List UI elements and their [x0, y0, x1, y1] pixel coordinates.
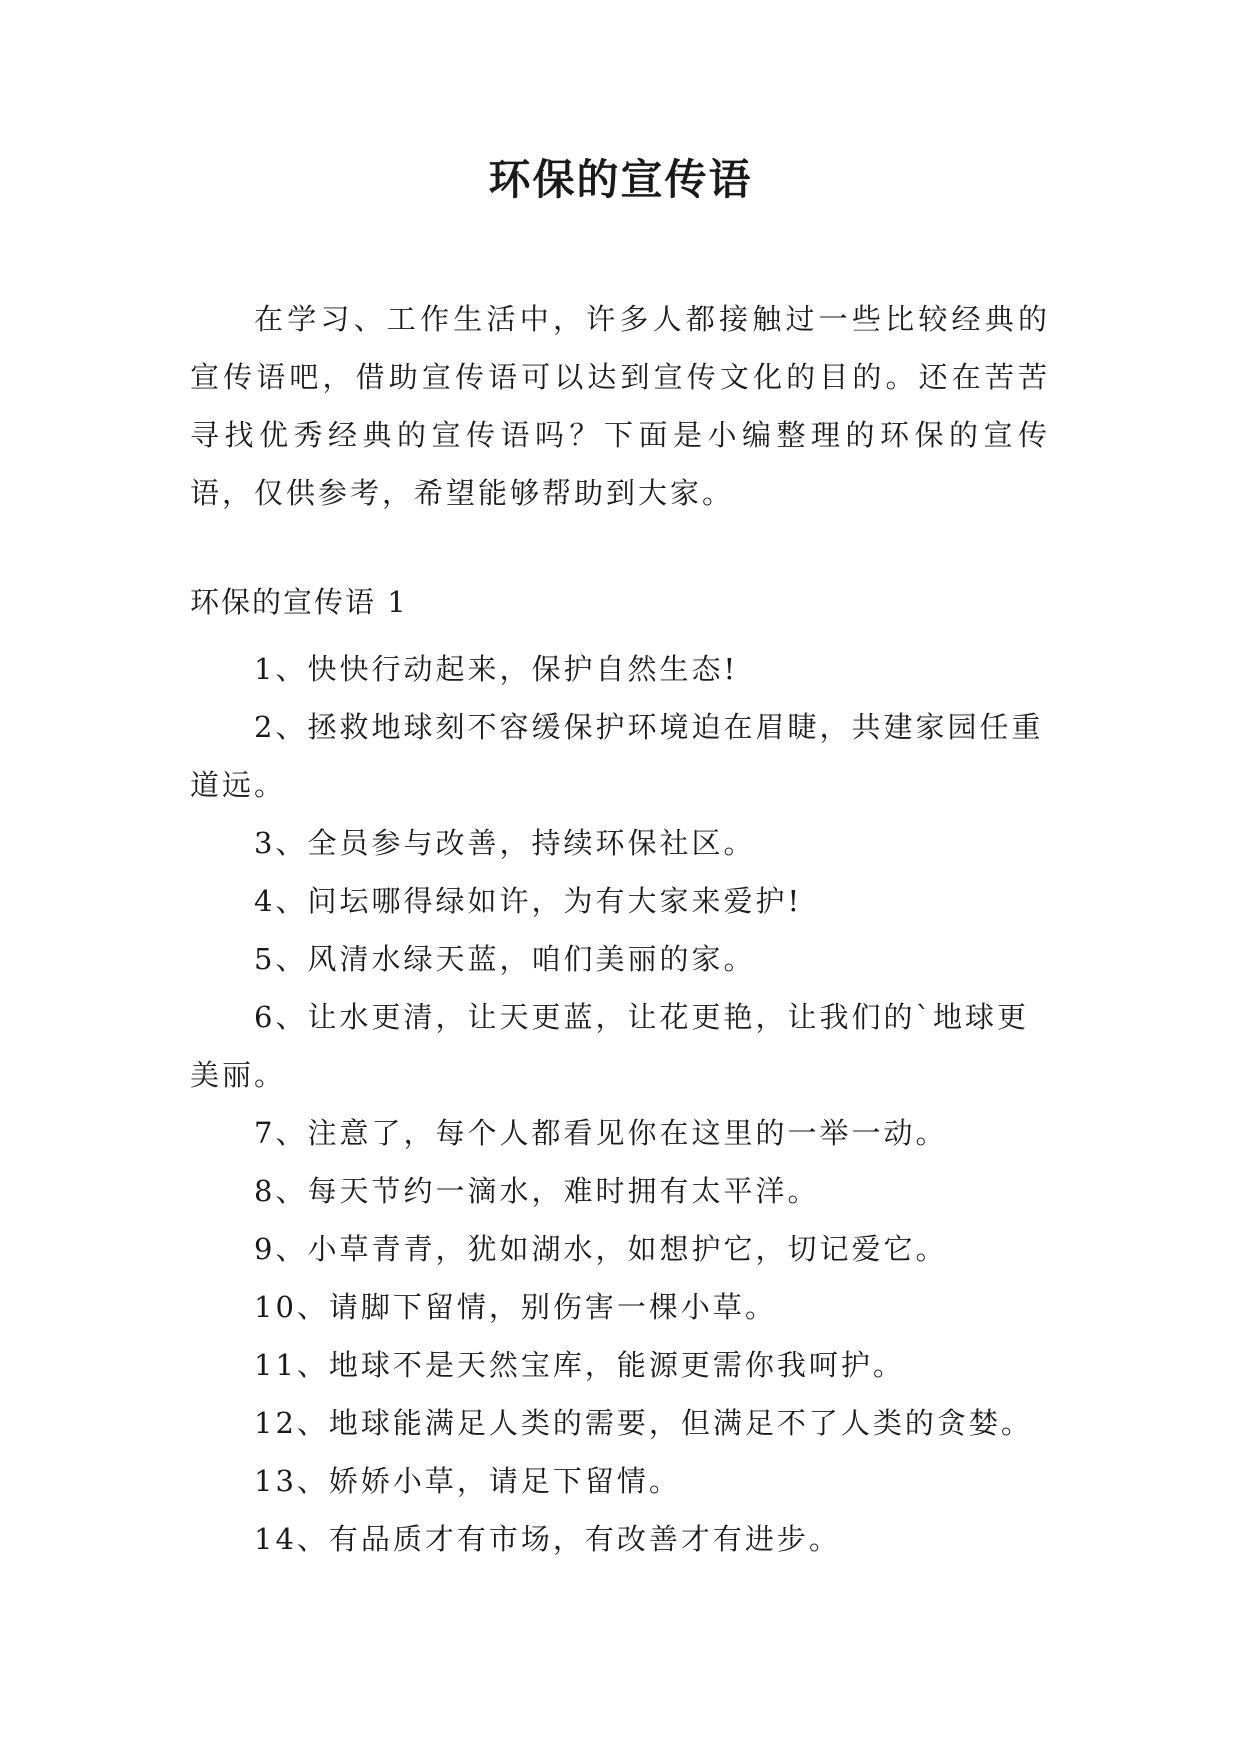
- list-item: 14、有品质才有市场，有改善才有进步。: [254, 1522, 841, 1556]
- section-heading: 环保的宣传语 1: [190, 585, 408, 619]
- slogan-list: [190, 640, 1060, 1568]
- list-item: 9、小草青青，犹如湖水，如想护它，切记爱它。: [254, 1232, 948, 1266]
- list-item: 5、风清水绿天蓝，咱们美丽的家。: [254, 942, 756, 976]
- list-item: 13、娇娇小草，请足下留情。: [254, 1464, 681, 1498]
- list-item: 12、地球能满足人类的需要，但满足不了人类的贪婪。: [254, 1406, 1033, 1440]
- list-item: 2、拯救地球刻不容缓保护环境迫在眉睫，共建家园任重道远。: [190, 710, 1044, 802]
- document-title: 环保的宣传语: [488, 155, 753, 204]
- list-item: 1、快快行动起来，保护自然生态!: [254, 652, 739, 686]
- list-item: 3、全员参与改善，持续环保社区。: [254, 826, 756, 860]
- list-item: 11、地球不是天然宝库，能源更需你我呵护。: [254, 1348, 905, 1382]
- list-item: 7、注意了，每个人都看见你在这里的一举一动。: [254, 1116, 948, 1150]
- list-item: 8、每天节约一滴水，难时拥有太平洋。: [254, 1174, 820, 1208]
- list-item: 6、让水更清，让天更蓝，让花更艳，让我们的`地球更美丽。: [190, 1000, 1029, 1092]
- intro-paragraph: 在学习、工作生活中，许多人都接触过一些比较经典的宣传语吧，借助宣传语可以达到宣传文化的目的。还在苦苦寻找优秀经典的宣传语吗？下面是小编整理的环保的宣传语，仅供参考，希望能够帮助到大家。: [190, 302, 1050, 510]
- list-item: 4、问坛哪得绿如许，为有大家来爱护!: [254, 884, 803, 918]
- list-item: 10、请脚下留情，别伤害一棵小草。: [254, 1290, 777, 1324]
